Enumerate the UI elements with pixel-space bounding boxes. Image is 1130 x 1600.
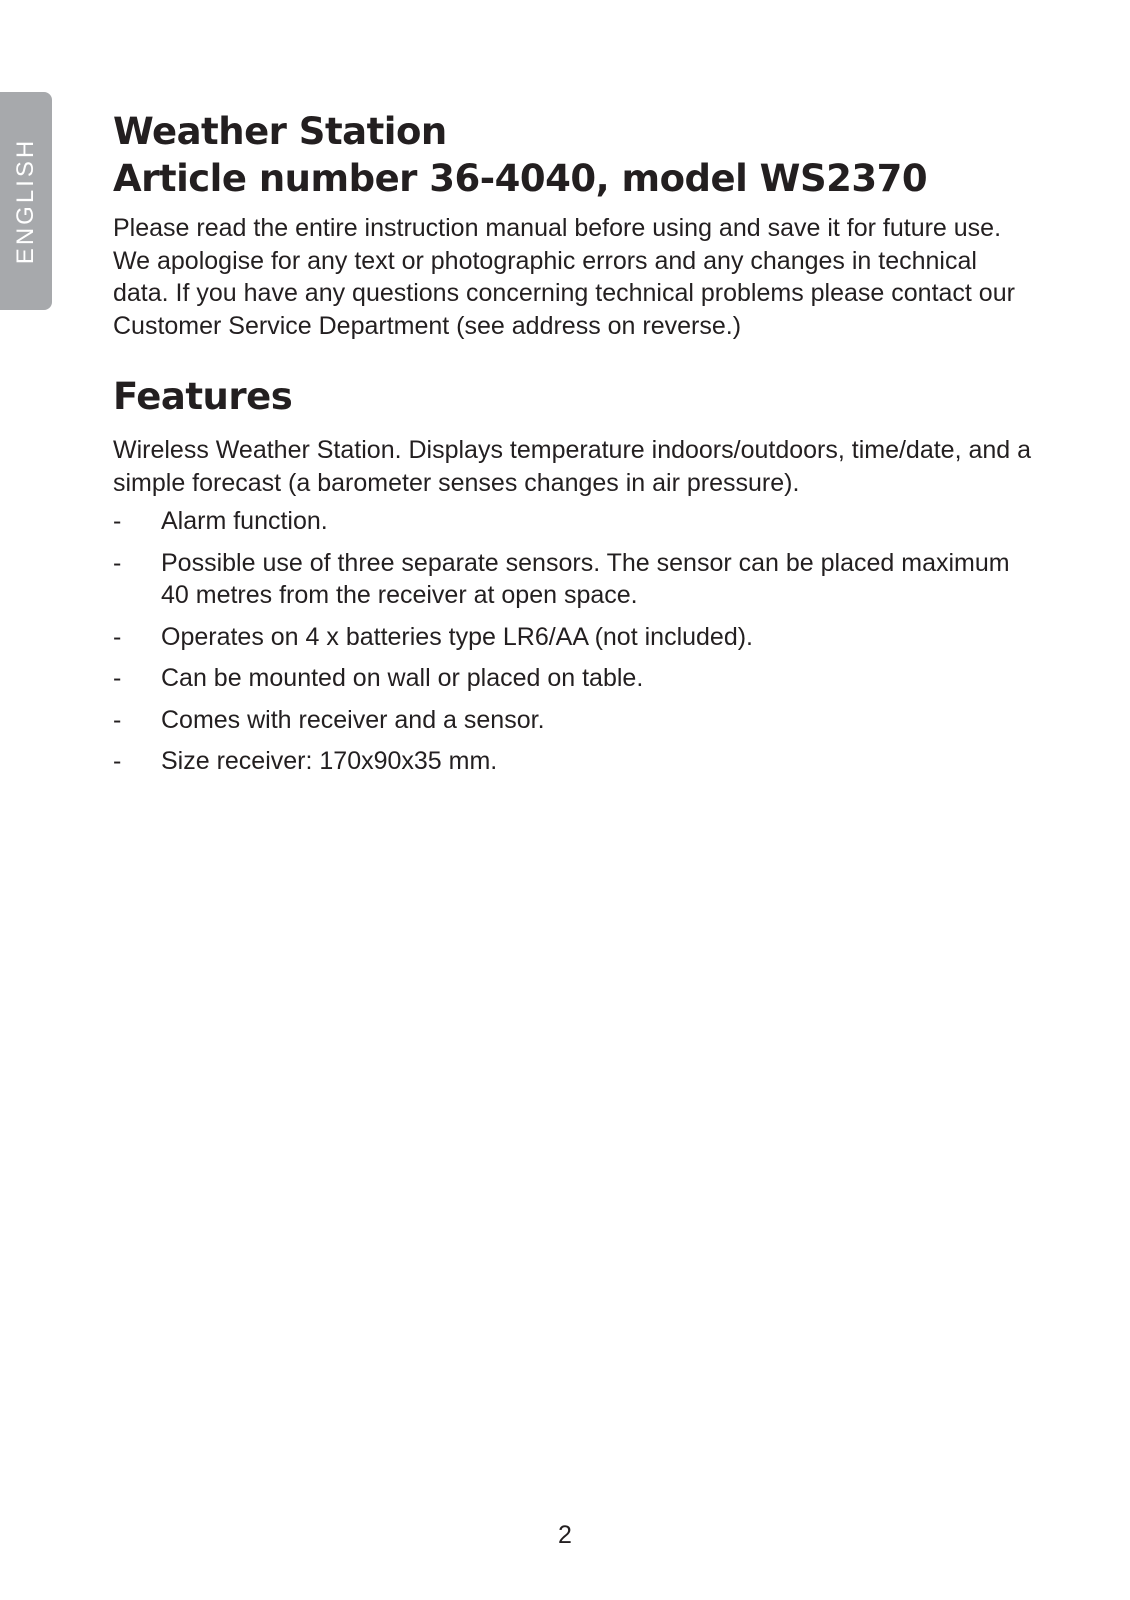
features-list [113,505,1033,778]
list-item [113,704,1033,737]
features-heading: Features [113,375,293,418]
intro-paragraph: Please read the entire instruction manual before using and save it for future use. We apologise for any text or photographic errors and any changes in technical data. If you have any questions concerning technical problems please contact our Customer Service Department (see address on reverse.) [113,214,1015,340]
page-title [113,108,1033,202]
list-item [113,505,1033,538]
page-content [113,108,1033,787]
title-line-2: Article number 36-4040, model WS2370 [113,157,928,200]
list-item-text: Size receiver: 170x90x35 mm. [161,747,498,775]
list-item-text: Operates on 4 x batteries type LR6/AA (not included). [161,622,754,651]
list-item [113,745,1033,778]
list-bullet: - [113,705,122,734]
list-bullet: - [113,507,122,535]
language-tab-label: ENGLISH [12,137,39,265]
list-bullet: - [113,747,122,775]
list-item [113,621,1033,654]
list-item-text: Alarm function. [161,507,328,535]
list-bullet: - [113,548,122,577]
list-bullet: - [113,664,122,692]
list-item-text: Can be mounted on wall or placed on table. [161,664,644,692]
features-intro-paragraph: Wireless Weather Station. Displays temperature indoors/outdoors, time/date, and a simple forecast (a barometer senses changes in air pressure). [113,436,1032,497]
list-item [113,662,1033,695]
list-item-text: Possible use of three separate sensors. The sensor can be placed maximum 40 metres from the receiver at open space. [161,548,1010,609]
list-bullet: - [113,622,122,651]
list-item-text: Comes with receiver and a sensor. [161,705,545,734]
page-number: 2 [558,1521,572,1549]
title-line-1: Weather Station [113,110,447,153]
list-item [113,547,1033,612]
